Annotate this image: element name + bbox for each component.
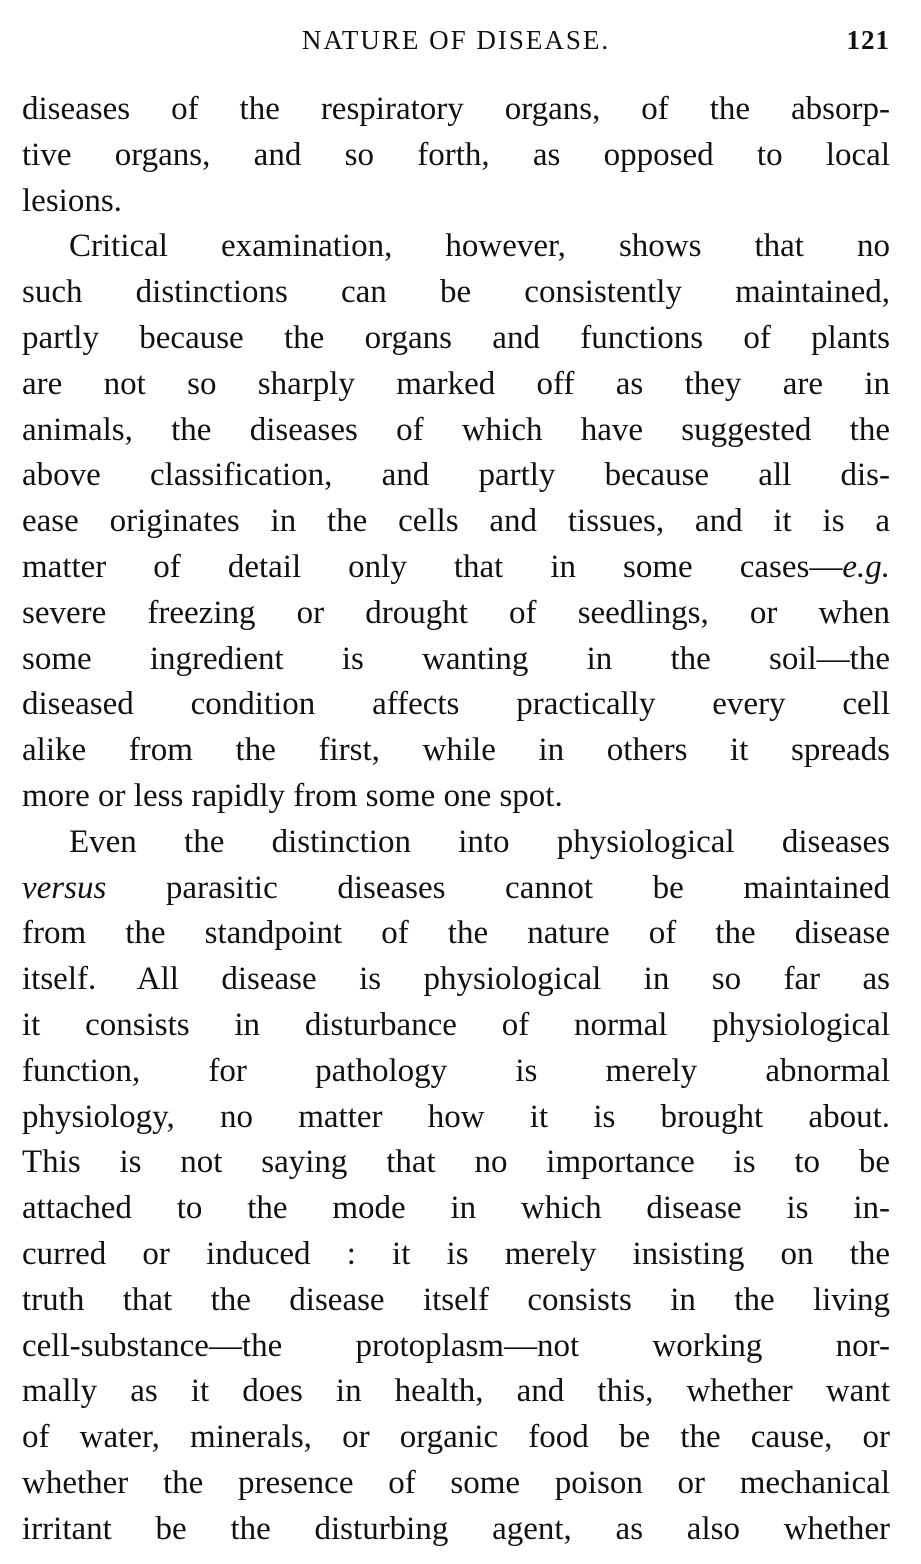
running-head (22, 20, 890, 60)
text-line: versus parasitic diseases cannot be maintained (22, 869, 890, 906)
text-line: Critical examination, however, shows that no (69, 228, 890, 265)
text-line: irritant be the disturbing agent, as also whether (22, 1510, 890, 1547)
text-line: This is not saying that no importance is to be (22, 1144, 890, 1181)
text-line: severe freezing or drought of seedlings, or when (22, 594, 890, 631)
text-line: of water, minerals, or organic food be the cause, or (22, 1419, 890, 1456)
body-text (22, 87, 890, 1553)
text-line: such distinctions can be consistently maintained, (22, 274, 890, 311)
text-line: truth that the disease itself consists in the living (22, 1281, 890, 1318)
text-line: physiology, no matter how it is brought about. (22, 1098, 890, 1135)
text-line: tive organs, and so forth, as opposed to local (22, 136, 890, 173)
text-line: animals, the diseases of which have suggested the (22, 411, 890, 448)
text-line: function, for pathology is merely abnormal (22, 1052, 890, 1089)
text-line: are not so sharply marked off as they are in (22, 365, 890, 402)
text-line: from the standpoint of the nature of the disease (22, 915, 890, 952)
text-line: Even the distinction into physiological diseases (69, 823, 890, 860)
text-line: curred or induced : it is merely insisting on the (22, 1235, 890, 1272)
text-line: itself. All disease is physiological in so far as (22, 961, 890, 998)
text-line: ease originates in the cells and tissues, and it is a (22, 503, 890, 540)
text-line: lesions. (22, 182, 122, 219)
text-line: it consists in disturbance of normal physiological (22, 1006, 890, 1043)
text-line: more or less rapidly from some one spot. (22, 777, 563, 814)
text-line: diseases of the respiratory organs, of the absorp- (22, 91, 890, 127)
italic-phrase: versus (22, 869, 107, 906)
page-number: 121 (846, 25, 890, 55)
text-line: diseased condition affects practically every cell (22, 686, 890, 723)
text-line: whether the presence of some poison or mechanical (22, 1464, 890, 1501)
text-line: matter of detail only that in some cases—e.g. (22, 548, 890, 585)
text-line: mally as it does in health, and this, whether want (22, 1373, 890, 1410)
text-line: attached to the mode in which disease is in- (22, 1190, 890, 1227)
text-line: some ingredient is wanting in the soil—the (22, 640, 890, 677)
text-line: alike from the first, while in others it spreads (22, 732, 890, 769)
text-line: above classification, and partly because all dis- (22, 457, 890, 494)
text-line: cell-substance—the protoplasm—not working nor- (22, 1327, 890, 1364)
italic-phrase: e.g. (842, 548, 890, 585)
text-line: partly because the organs and functions of plants (22, 319, 890, 356)
running-title: NATURE OF DISEASE. (301, 25, 611, 55)
